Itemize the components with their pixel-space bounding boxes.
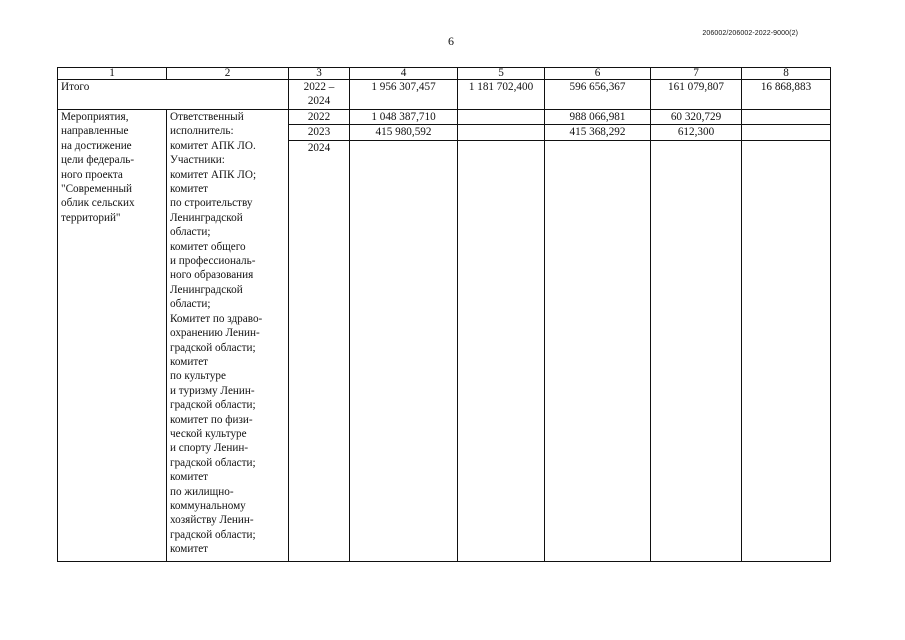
- page-number: 6: [448, 34, 454, 48]
- column-number: 4: [350, 68, 458, 80]
- column-number-row: [58, 68, 831, 80]
- row-col7: [651, 140, 742, 561]
- row-col4: 1 048 387,710: [350, 110, 458, 125]
- row-col5: [458, 125, 545, 140]
- total-col8: 16 868,883: [742, 80, 831, 110]
- column-number: 3: [289, 68, 350, 80]
- budget-table: [57, 67, 831, 562]
- total-label: Итого: [58, 80, 289, 110]
- row-col4: 415 980,592: [350, 125, 458, 140]
- row-col4: [350, 140, 458, 561]
- column-number: 5: [458, 68, 545, 80]
- column-number: 1: [58, 68, 167, 80]
- row-col7: 612,300: [651, 125, 742, 140]
- total-col7: 161 079,807: [651, 80, 742, 110]
- total-col5: 1 181 702,400: [458, 80, 545, 110]
- column-number: 2: [167, 68, 289, 80]
- row-col5: [458, 140, 545, 561]
- total-row: [58, 80, 831, 110]
- row-col5: [458, 110, 545, 125]
- project-responsible: Ответственный исполнитель: комитет АПК ЛО. Участники: комитет АПК ЛО; комитет по строительству Ленинградской области; комитет общего и профессиональ- ного образования Ленинградской области; Комитет по здраво- охранению Ленин- градской области; комитет по культуре и туризму Ленин- градской области; комитет по физи- ческой культуре и спорту Ленин- градской области; комитет по жилищно- коммунальному хозяйству Ленин- градской области; комитет: [167, 110, 289, 562]
- column-number: 7: [651, 68, 742, 80]
- row-col6: 415 368,292: [545, 125, 651, 140]
- row-col6: [545, 140, 651, 561]
- row-year: 2023: [289, 125, 350, 140]
- total-years: 2022 – 2024: [289, 80, 350, 110]
- project-name: Мероприятия, направленные на достижение цели федераль- ного проекта "Современный облик сельских территорий": [58, 110, 167, 562]
- row-year: 2024: [289, 140, 350, 561]
- row-col8: [742, 110, 831, 125]
- row-col7: 60 320,729: [651, 110, 742, 125]
- column-number: 8: [742, 68, 831, 80]
- document-code: 206002/206002-2022-9000(2): [702, 30, 798, 37]
- table-row: [58, 110, 831, 125]
- total-col4: 1 956 307,457: [350, 80, 458, 110]
- total-col6: 596 656,367: [545, 80, 651, 110]
- row-col8: [742, 140, 831, 561]
- row-year: 2022: [289, 110, 350, 125]
- row-col6: 988 066,981: [545, 110, 651, 125]
- row-col8: [742, 125, 831, 140]
- column-number: 6: [545, 68, 651, 80]
